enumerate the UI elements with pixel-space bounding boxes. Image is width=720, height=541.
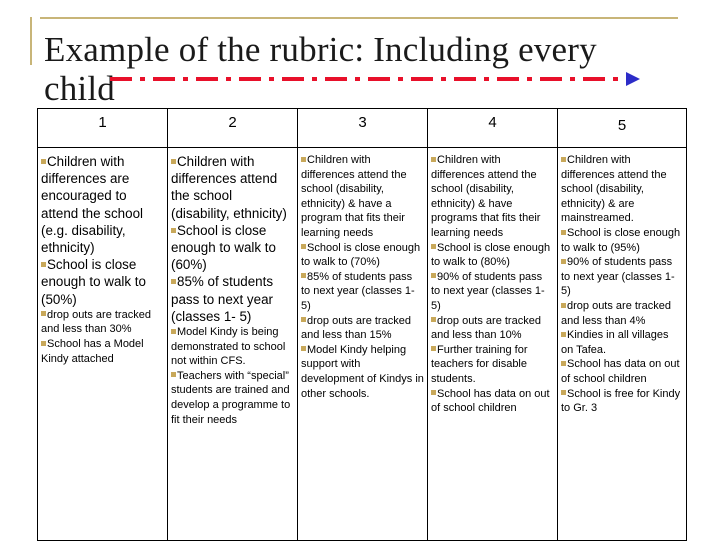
rubric-item <box>301 343 424 401</box>
rubric-item-text: drop outs are tracked and less than 10% <box>431 314 541 342</box>
rubric-item <box>41 337 164 366</box>
arrow-head-icon <box>626 72 640 86</box>
rubric-item-text: School has data on out of school children <box>561 358 680 385</box>
rubric-item-text: Children with differences are encouraged to attend the school (e.g. disability, ethnicity) <box>41 154 143 256</box>
rubric-item-text: Model Kindy helping support with development of Kindys in other schools. <box>301 343 424 400</box>
rubric-item <box>171 273 294 325</box>
rubric-item <box>431 241 554 270</box>
rubric-item-text: School is close enough to walk to (60%) <box>171 222 276 273</box>
rubric-item-text: Further training for teachers for disable students. <box>431 343 528 385</box>
rubric-item <box>301 241 424 270</box>
rubric-item-text: School has a Model Kindy attached <box>41 338 144 365</box>
rubric-table <box>37 108 687 541</box>
rubric-item-text: 90% of students pass to next year (classes 1-5) <box>431 270 545 312</box>
rubric-item <box>301 153 424 241</box>
rubric-item <box>561 153 683 226</box>
dashed-arrow <box>110 72 640 86</box>
slide-title: Example of the rubric: Including every child <box>44 30 597 108</box>
rubric-item-text: Teachers with “special” students are trained and develop a programme to fit their needs <box>171 369 291 426</box>
bullet-icon <box>301 273 306 278</box>
header-row <box>38 109 687 148</box>
rubric-item-text: School is close enough to walk to (70%) <box>301 241 421 269</box>
bullet-icon <box>41 311 46 316</box>
rubric-item <box>561 226 683 255</box>
rubric-item-text: Children with differences attend the school (disability, ethnicity) & have a program that fits their learning needs <box>301 154 407 239</box>
rubric-item-text: School is close enough to walk to (50%) <box>41 257 146 307</box>
bullet-icon <box>431 157 436 162</box>
slide-frame-top <box>40 17 678 19</box>
bullet-icon <box>561 361 566 366</box>
bullet-icon <box>561 332 566 337</box>
rubric-item <box>41 308 164 337</box>
criteria-row <box>38 148 687 541</box>
bullet-icon <box>301 244 306 249</box>
bullet-icon <box>431 244 436 249</box>
bullet-icon <box>301 346 306 351</box>
rubric-item-text: drop outs are tracked and less than 15% <box>301 314 411 342</box>
bullet-icon <box>431 346 436 351</box>
rubric-item <box>431 270 554 314</box>
rubric-item <box>41 256 164 308</box>
rubric-item <box>301 270 424 314</box>
rubric-item <box>431 314 554 343</box>
rubric-item-text: drop outs are tracked and less than 4% <box>561 299 671 327</box>
rubric-item-text: Children with differences attend the school (disability, ethnicity) & are mainstreamed. <box>561 154 667 225</box>
rubric-item <box>561 387 683 416</box>
bullet-icon <box>301 317 306 322</box>
bullet-icon <box>561 303 566 308</box>
rubric-cell-level-3 <box>298 148 428 541</box>
rubric-item <box>561 328 683 357</box>
rubric-item <box>301 314 424 343</box>
bullet-icon <box>41 159 46 164</box>
rubric-item-text: 90% of students pass to next year (classes 1-5) <box>561 256 675 298</box>
rubric-item-text: 85% of students pass to next year (classes 1- 5) <box>171 274 274 324</box>
rubric-item-text: Kindies in all villages on Tafea. <box>561 329 669 356</box>
header-level-3: 3 <box>298 109 428 148</box>
bullet-icon <box>431 273 436 278</box>
rubric-item-text: School is close enough to walk to (80%) <box>431 241 551 269</box>
rubric-item-text: 85% of students pass to next year (classes 1-5) <box>301 270 415 312</box>
header-level-4: 4 <box>428 109 558 148</box>
rubric-item <box>171 222 294 274</box>
rubric-item-text: Model Kindy is being demonstrated to school not within CFS. <box>171 326 286 368</box>
header-level-5: 5 <box>558 109 687 148</box>
bullet-icon <box>171 159 176 164</box>
bullet-icon <box>561 259 566 264</box>
rubric-item <box>431 387 554 416</box>
rubric-item-text: School is close enough to walk to (95%) <box>561 226 681 254</box>
bullet-icon <box>171 228 176 233</box>
rubric-cell-level-1 <box>38 148 168 541</box>
header-level-1: 1 <box>38 109 168 148</box>
bullet-icon <box>431 317 436 322</box>
rubric-item <box>431 153 554 241</box>
rubric-item <box>561 299 683 328</box>
rubric-item <box>171 369 294 427</box>
bullet-icon <box>171 329 176 334</box>
rubric-item-text: drop outs are tracked and less than 30% <box>41 308 151 336</box>
bullet-icon <box>171 279 176 284</box>
bullet-icon <box>41 341 46 346</box>
rubric-item-text: School has data on out of school children <box>431 387 550 415</box>
rubric-item <box>171 153 294 222</box>
rubric-item <box>431 343 554 387</box>
bullet-icon <box>561 157 566 162</box>
rubric-item <box>561 357 683 386</box>
rubric-cell-level-2 <box>168 148 298 541</box>
rubric-item <box>41 153 164 256</box>
bullet-icon <box>561 230 566 235</box>
rubric-item <box>561 255 683 299</box>
rubric-cell-level-4 <box>428 148 558 541</box>
rubric-item-text: Children with differences attend the school (disability, ethnicity) & have programs that fits their learning needs <box>431 154 541 239</box>
bullet-icon <box>41 262 46 267</box>
rubric-item <box>171 325 294 369</box>
rubric-item-text: Children with differences attend the school (disability, ethnicity) <box>171 154 287 221</box>
bullet-icon <box>561 390 566 395</box>
bullet-icon <box>431 390 436 395</box>
rubric-cell-level-5 <box>558 148 687 541</box>
header-level-2: 2 <box>168 109 298 148</box>
slide-frame-left <box>30 17 32 65</box>
bullet-icon <box>171 372 176 377</box>
bullet-icon <box>301 157 306 162</box>
rubric-item-text: School is free for Kindy to Gr. 3 <box>561 387 681 415</box>
